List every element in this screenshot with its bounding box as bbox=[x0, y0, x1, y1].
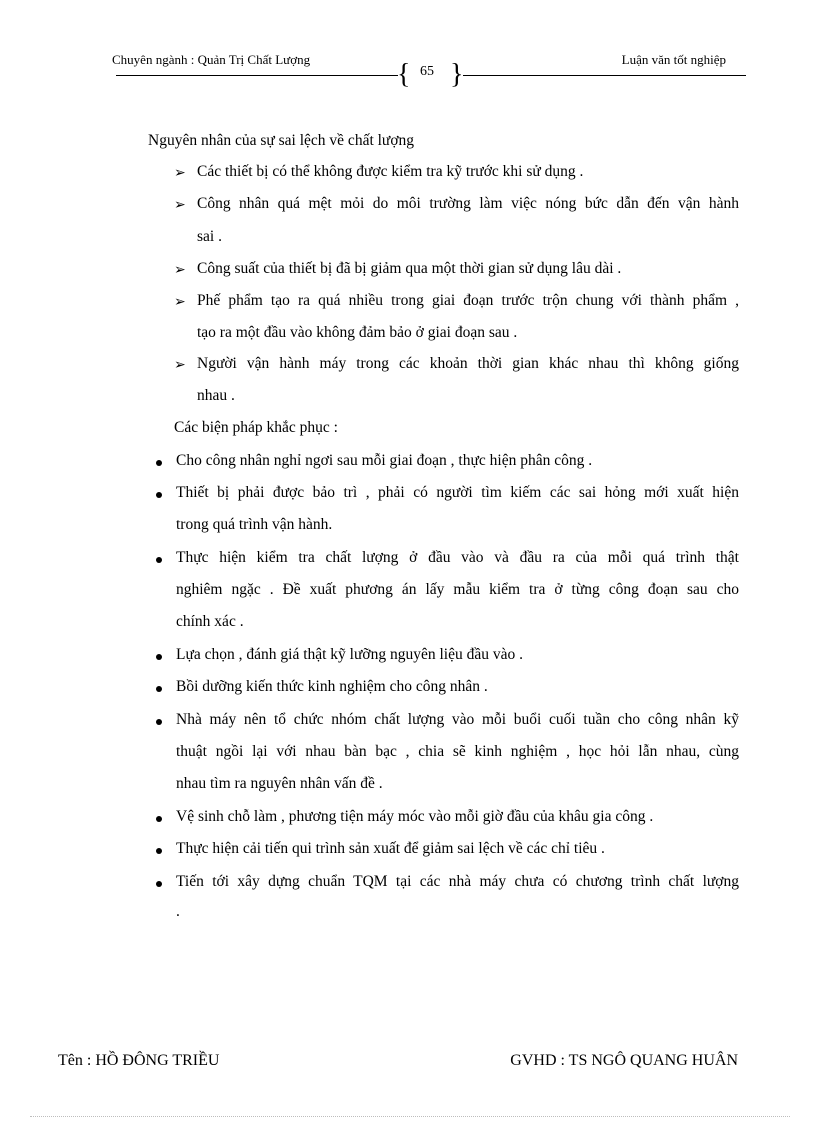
measure-item: Bồi dưỡng kiến thức kinh nghiệm cho công nhân . bbox=[176, 678, 488, 695]
cause-item: Công suất của thiết bị đã bị giảm qua một thời gian sử dụng lâu dài . bbox=[197, 260, 622, 277]
measure-item: Tiến tới xây dựng chuẩn TQM tại các nhà máy chưa có chương trình chất lượng bbox=[176, 873, 739, 890]
bullet-dot-icon bbox=[156, 654, 162, 660]
arrow-bullet-icon: ➢ bbox=[174, 198, 186, 213]
arrow-bullet-icon: ➢ bbox=[174, 295, 186, 310]
arrow-bullet-icon: ➢ bbox=[174, 263, 186, 278]
bullet-dot-icon bbox=[156, 686, 162, 692]
measures-heading: Các biện pháp khắc phục : bbox=[174, 419, 338, 436]
left-brace-icon: { bbox=[397, 59, 411, 90]
cause-item: Người vận hành máy trong các khoản thời gian khác nhau thì không giống bbox=[197, 355, 739, 372]
cause-item: Phế phẩm tạo ra quá nhiều trong giai đoạn trước trộn chung với thành phẩm , bbox=[197, 292, 739, 309]
measure-item: Nhà máy nên tổ chức nhóm chất lượng vào mỗi buổi cuối tuần cho công nhân kỹ bbox=[176, 711, 739, 728]
measure-item: Thiết bị phải được bảo trì , phải có người tìm kiếm các sai hỏng mới xuất hiện bbox=[176, 484, 739, 501]
measure-item-continued: thuật ngồi lại với nhau bàn bạc , chia sẽ kinh nghiệm , học hỏi lẫn nhau, cùng bbox=[176, 743, 739, 760]
bullet-dot-icon bbox=[156, 848, 162, 854]
measure-item: Thực hiện cải tiến qui trình sản xuất để giảm sai lệch về các chỉ tiêu . bbox=[176, 840, 605, 857]
header-thesis-label: Luận văn tốt nghiệp bbox=[621, 52, 726, 67]
header-rule-right bbox=[463, 75, 746, 76]
bullet-dot-icon bbox=[156, 719, 162, 725]
header-major: Chuyên ngành : Quản Trị Chất Lượng bbox=[112, 52, 311, 67]
measure-item: Thực hiện kiểm tra chất lượng ở đầu vào và đầu ra của mỗi quá trình thật bbox=[176, 549, 739, 566]
cause-item-continued: nhau . bbox=[197, 387, 235, 404]
measure-item-continued: . bbox=[176, 903, 180, 920]
causes-heading: Nguyên nhân của sự sai lệch về chất lượng bbox=[148, 132, 415, 149]
bullet-dot-icon bbox=[156, 492, 162, 498]
measure-item: Lựa chọn , đánh giá thật kỹ lưỡng nguyên liệu đầu vào . bbox=[176, 646, 523, 663]
header-rule-left bbox=[116, 75, 398, 76]
cause-item-continued: sai . bbox=[197, 228, 222, 245]
measure-item-continued: chính xác . bbox=[176, 613, 244, 630]
cause-item: Công nhân quá mệt mỏi do môi trường làm việc nóng bức dẫn đến vận hành bbox=[197, 195, 739, 212]
bullet-dot-icon bbox=[156, 881, 162, 887]
measure-item: Cho công nhân nghỉ ngơi sau mỗi giai đoạn , thực hiện phân công . bbox=[176, 452, 593, 469]
measure-item-continued: trong quá trình vận hành. bbox=[176, 516, 333, 533]
cause-item-continued: tạo ra một đầu vào không đảm bảo ở giai đoạn sau . bbox=[197, 324, 518, 341]
page-number: 65 bbox=[420, 64, 434, 79]
arrow-bullet-icon: ➢ bbox=[174, 358, 186, 373]
measure-item-continued: nghiêm ngặc . Đề xuất phương án lấy mẫu kiểm tra ở từng công đoạn sau cho bbox=[176, 581, 739, 598]
bullet-dot-icon bbox=[156, 557, 162, 563]
advisor-name: GVHD : TS NGÔ QUANG HUÂN bbox=[510, 1052, 738, 1069]
bullet-dot-icon bbox=[156, 460, 162, 466]
measure-item-continued: nhau tìm ra nguyên nhân vấn đề . bbox=[176, 775, 383, 792]
student-name: Tên : HỒ ĐÔNG TRIỀU bbox=[58, 1052, 220, 1069]
arrow-bullet-icon: ➢ bbox=[174, 166, 186, 181]
bullet-dot-icon bbox=[156, 816, 162, 822]
footer-rule bbox=[30, 1116, 790, 1117]
measure-item: Vệ sinh chỗ làm , phương tiện máy móc vào mỗi giờ đầu của khâu gia công . bbox=[176, 808, 654, 825]
right-brace-icon: } bbox=[450, 59, 464, 90]
cause-item: Các thiết bị có thể không được kiểm tra kỹ trước khi sử dụng . bbox=[197, 163, 584, 180]
